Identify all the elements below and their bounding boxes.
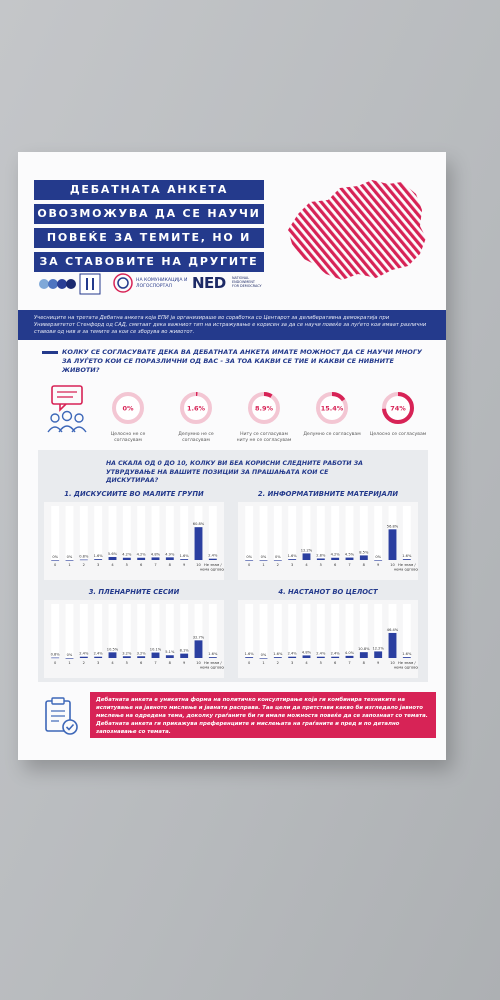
bar bbox=[403, 657, 411, 658]
bar bbox=[51, 658, 59, 659]
category-tick-label: 7 bbox=[154, 661, 157, 665]
bar-value-label: 4.5% bbox=[344, 552, 355, 557]
bar-chart-plot bbox=[238, 600, 418, 678]
bar-value-label: 4.2% bbox=[122, 552, 132, 557]
bar-value-label: 0.8% bbox=[50, 652, 60, 657]
category-tick-label: 8 bbox=[168, 661, 171, 665]
donut-label: Делумно не се согласувам bbox=[178, 432, 214, 443]
bar bbox=[137, 656, 145, 658]
bar-value-label: 2.4% bbox=[287, 651, 297, 656]
category-tick-label: 8 bbox=[168, 563, 171, 567]
bar bbox=[303, 553, 311, 560]
ned-logo bbox=[192, 270, 282, 296]
ned-logo-subtext: NATIONAL ENDOWMENT FOR DEMOCRACY bbox=[232, 276, 262, 288]
bar bbox=[346, 558, 354, 560]
chart-title: 4. НАСТАНОТ ВО ЦЕЛОСТ bbox=[278, 588, 378, 596]
bar bbox=[80, 657, 88, 658]
bar-value-label: 32.7% bbox=[192, 635, 205, 640]
donut-value: 15.4% bbox=[320, 404, 344, 413]
bar-value-label: 0% bbox=[246, 555, 253, 559]
bar bbox=[274, 657, 282, 658]
title-line-3: ПОВЕЌЕ ЗА ТЕМИТЕ, НО И bbox=[34, 228, 264, 248]
category-tick-label: 6 bbox=[140, 563, 143, 567]
category-tick-label: 6 bbox=[334, 661, 337, 665]
donut-value: 0% bbox=[122, 404, 134, 413]
category-tick-label: 0 bbox=[54, 661, 57, 665]
bar bbox=[317, 558, 325, 560]
category-tick-label: Не знам / нема одговор bbox=[393, 563, 418, 572]
bar-background bbox=[51, 506, 59, 560]
category-tick-label: 10 bbox=[390, 563, 395, 567]
category-tick-label: Не знам / нема одговор bbox=[393, 661, 418, 670]
bar-background bbox=[245, 604, 253, 658]
bar-value-label: 10.1% bbox=[149, 647, 162, 652]
bar bbox=[303, 655, 311, 658]
bar bbox=[94, 559, 102, 560]
bar bbox=[360, 652, 368, 658]
bar bbox=[288, 559, 296, 560]
bar bbox=[123, 558, 131, 560]
category-tick-label: 5 bbox=[125, 563, 128, 567]
donut-item bbox=[368, 390, 428, 438]
bar-value-label: 4.2% bbox=[136, 552, 146, 557]
bar-value-label: 4.2% bbox=[330, 552, 340, 557]
bar bbox=[51, 560, 59, 561]
category-tick-label: Не знам / нема одговор bbox=[199, 563, 224, 572]
bar-value-label: 2.4% bbox=[79, 651, 89, 656]
bar-value-label: 0% bbox=[375, 555, 382, 559]
category-tick-label: 7 bbox=[348, 661, 351, 665]
donut-chart bbox=[314, 390, 350, 426]
bar bbox=[94, 657, 102, 658]
bar bbox=[152, 653, 160, 658]
category-tick-label: 2 bbox=[82, 661, 85, 665]
bar-background bbox=[274, 604, 282, 658]
category-tick-label: 2 bbox=[82, 563, 85, 567]
bar-value-label: 3.2% bbox=[136, 651, 146, 656]
donut-item bbox=[302, 390, 362, 438]
chart-title: 3. ПЛЕНАРНИТЕ СЕСИИ bbox=[88, 588, 180, 596]
bar bbox=[195, 640, 203, 658]
bar-value-label: 56.8% bbox=[386, 524, 399, 529]
bar-value-label: 60.8% bbox=[192, 522, 205, 527]
bar bbox=[123, 656, 131, 658]
bar-chart-plot bbox=[238, 502, 418, 580]
bar-background bbox=[403, 506, 411, 560]
category-tick-label: 6 bbox=[334, 563, 337, 567]
bar-chart bbox=[44, 490, 224, 580]
category-tick-label: 8 bbox=[362, 563, 365, 567]
category-tick-label: 1 bbox=[262, 563, 265, 567]
bar bbox=[260, 560, 268, 561]
bar bbox=[209, 657, 217, 658]
bar bbox=[109, 557, 117, 560]
document-check-icon bbox=[40, 697, 82, 737]
title-line-4: ЗА СТАВОВИТЕ НА ДРУГИТЕ bbox=[34, 252, 264, 272]
donut-item bbox=[98, 390, 158, 443]
bar-background bbox=[80, 604, 88, 658]
bar-background bbox=[66, 604, 74, 658]
bar-value-label: 0.8% bbox=[79, 554, 89, 559]
donut-chart bbox=[178, 390, 214, 426]
category-tick-label: 1 bbox=[68, 661, 71, 665]
donut-label: Целосно не се согласувам bbox=[110, 432, 146, 443]
question-bullet bbox=[42, 351, 58, 354]
category-tick-label: 4 bbox=[305, 563, 308, 567]
bar bbox=[360, 555, 368, 560]
bar-background bbox=[274, 506, 282, 560]
bar-value-label: 1.6% bbox=[273, 652, 283, 657]
bar-value-label: 5.6% bbox=[107, 551, 118, 556]
bar-value-label: 0% bbox=[260, 555, 267, 559]
category-tick-label: 3 bbox=[291, 661, 294, 665]
donut-chart bbox=[246, 390, 282, 426]
category-tick-label: 9 bbox=[377, 563, 380, 567]
bar-background bbox=[94, 506, 102, 560]
category-tick-label: 1 bbox=[68, 563, 71, 567]
bar-background bbox=[209, 506, 217, 560]
donut-chart bbox=[110, 390, 146, 426]
donut-item bbox=[234, 390, 294, 443]
bar-value-label: 0% bbox=[274, 555, 281, 559]
donut-label: Ниту се согласувам ниту не се согласувам bbox=[236, 432, 292, 443]
title-line-2: ОВОЗМОЖУВА ДА СЕ НАУЧИ bbox=[34, 204, 264, 224]
bar-value-label: 10.8% bbox=[358, 647, 370, 652]
chart-title: 2. ИНФОРМАТИВНИТЕ МАТЕРИЈАЛИ bbox=[257, 490, 399, 498]
bar-background bbox=[137, 604, 145, 658]
question-2: НА СКАЛА ОД 0 ДО 10, КОЛКУ ВИ БЕА КОРИСНИ СЛЕДНИТЕ РАБОТИ ЗА УТВРДУВАЊЕ НА ВАШИТЕ ПОЗИЦИИ ЗА ПРАШАЊАТА КОИ СЕ ДИСКУТИРАА? bbox=[106, 460, 363, 484]
bar-value-label: 12.2% bbox=[300, 548, 313, 553]
bar-value-label: 0% bbox=[66, 555, 73, 559]
bar bbox=[331, 657, 339, 658]
footer-description: Дебатната анкета е уникатна форма на политичко консултирање која ги комбинира техниките на испитување на јавното мислење и јавната расправа. Таа цели да претстави какво би изгледало јавното мислење на одредена тема, доколку граѓаните би ги имале можноста повеќе да се запознаат со темата. Дебатната анкета ги прикажува преференциите и мислењата на граѓаните и пред и по детално запознавање со темата. bbox=[90, 692, 436, 738]
donut-item bbox=[166, 390, 226, 443]
bar-background bbox=[66, 506, 74, 560]
bar-background bbox=[209, 604, 217, 658]
bar-value-label: 8.1% bbox=[179, 648, 189, 653]
category-tick-label: Не знам / нема одговор bbox=[199, 661, 224, 670]
bar-background bbox=[317, 604, 325, 658]
bar-background bbox=[288, 506, 296, 560]
donut-value: 74% bbox=[390, 404, 406, 413]
bar bbox=[166, 557, 174, 560]
category-tick-label: 10 bbox=[196, 563, 201, 567]
communication-institute-logo bbox=[112, 270, 202, 296]
category-tick-label: 5 bbox=[125, 661, 128, 665]
epi-logo bbox=[36, 270, 106, 296]
category-tick-label: 8 bbox=[362, 661, 365, 665]
bar bbox=[374, 651, 382, 658]
category-tick-label: 0 bbox=[54, 563, 57, 567]
bar-chart-plot bbox=[44, 502, 224, 580]
bar-value-label: 1.6% bbox=[179, 554, 189, 559]
bar-value-label: 4.0% bbox=[344, 650, 355, 655]
bar-value-label: 1.6% bbox=[287, 554, 297, 559]
bar-value-label: 2.4% bbox=[93, 651, 103, 656]
bar bbox=[166, 655, 174, 658]
bar bbox=[66, 658, 74, 659]
bar bbox=[195, 527, 203, 560]
category-tick-label: 1 bbox=[262, 661, 265, 665]
category-tick-label: 3 bbox=[97, 661, 100, 665]
category-tick-label: 7 bbox=[348, 563, 351, 567]
donut-value: 8.9% bbox=[254, 404, 274, 413]
bar bbox=[274, 560, 282, 561]
category-tick-label: 9 bbox=[183, 661, 186, 665]
donut-chart bbox=[380, 390, 416, 426]
bar bbox=[137, 558, 145, 560]
bar-value-label: 12.2% bbox=[372, 646, 384, 651]
bar-background bbox=[94, 604, 102, 658]
bar-value-label: 1.6% bbox=[244, 652, 254, 657]
donut-value: 1.6% bbox=[186, 404, 206, 413]
bar-value-label: 5.1% bbox=[165, 650, 175, 655]
bar-value-label: 2.4% bbox=[330, 651, 340, 656]
bar-value-label: 0% bbox=[260, 653, 267, 657]
bar bbox=[66, 560, 74, 561]
bar bbox=[152, 557, 160, 560]
intro-text: Учесниците на третата Дебатна анкета која ЕПИ ја организираше во соработка со Центарот за делиберативна демократија при Универзитетот Стенфорд од САД, сметаат дека важниот тип на истражување е корисен за да се научи повеќе за луѓето кои имаат различни ставови од нив и за темите за кои се зборува во животот. bbox=[18, 310, 446, 340]
bar bbox=[180, 654, 188, 658]
bar bbox=[80, 560, 88, 561]
bar bbox=[374, 560, 382, 561]
category-tick-label: 6 bbox=[140, 661, 143, 665]
category-tick-label: 4 bbox=[111, 661, 114, 665]
question-1: КОЛКУ СЕ СОГЛАСУВАТЕ ДЕКА ВА ДЕБАТНАТА АНКЕТА ИМАТЕ МОЖНОСТ ДА СЕ НАУЧИ МНОГУ ЗА ЛУЃЕТО КОИ СЕ ПОРАЗЛИЧНИ ОД ВАС - ЗА ТОА КАКВИ СЕ ТИЕ И КАКВИ СЕ НИВНИТЕ ЖИВОТИ? bbox=[62, 348, 422, 374]
bar-value-label: 1.6% bbox=[402, 554, 412, 559]
bar bbox=[331, 558, 339, 560]
category-tick-label: 10 bbox=[390, 661, 395, 665]
bar bbox=[389, 529, 397, 560]
category-tick-label: 10 bbox=[196, 661, 201, 665]
bar-value-label: 2.4% bbox=[316, 651, 326, 656]
bar-value-label: 1.6% bbox=[402, 652, 412, 657]
category-tick-label: 0 bbox=[248, 661, 251, 665]
bar-background bbox=[403, 604, 411, 658]
donut-label: Целосно се согласувам bbox=[369, 432, 427, 437]
bar bbox=[180, 559, 188, 560]
bar bbox=[317, 657, 325, 658]
bar bbox=[245, 657, 253, 658]
bar-background bbox=[51, 604, 59, 658]
category-tick-label: 4 bbox=[111, 563, 114, 567]
bar-value-label: 10.5% bbox=[106, 647, 119, 652]
bar-background bbox=[288, 604, 296, 658]
bar bbox=[245, 560, 253, 561]
bar-value-label: 1.6% bbox=[93, 554, 103, 559]
bar-chart bbox=[44, 588, 224, 678]
category-tick-label: 2 bbox=[276, 661, 279, 665]
category-tick-label: 9 bbox=[377, 661, 380, 665]
bar-value-label: 46.4% bbox=[386, 627, 399, 632]
bar-value-label: 4.9% bbox=[165, 552, 175, 557]
title-line-1: ДЕБАТНАТА АНКЕТА bbox=[34, 180, 264, 200]
donut-label: Делумно се согласувам bbox=[303, 432, 361, 437]
bar-chart-plot bbox=[44, 600, 224, 678]
category-tick-label: 9 bbox=[183, 563, 186, 567]
discussion-people-icon bbox=[46, 384, 88, 436]
chart-title: 1. ДИСКУСИИТЕ ВО МАЛИТЕ ГРУПИ bbox=[64, 490, 204, 498]
bar-value-label: 3.2% bbox=[122, 651, 132, 656]
infographic-sheet bbox=[18, 152, 446, 760]
bar-background bbox=[331, 604, 339, 658]
bar-value-label: 4.8% bbox=[150, 552, 161, 557]
category-tick-label: 3 bbox=[291, 563, 294, 567]
bar bbox=[288, 657, 296, 658]
bar-background bbox=[260, 506, 268, 560]
bar-chart bbox=[238, 588, 418, 678]
category-tick-label: 5 bbox=[319, 661, 322, 665]
category-tick-label: 7 bbox=[154, 563, 157, 567]
category-tick-label: 2 bbox=[276, 563, 279, 567]
bar bbox=[403, 559, 411, 560]
bar bbox=[260, 658, 268, 659]
bar-value-label: 2.8% bbox=[316, 553, 326, 558]
bar bbox=[389, 633, 397, 658]
bar-background bbox=[260, 604, 268, 658]
bar-background bbox=[317, 506, 325, 560]
partner-logos bbox=[34, 270, 434, 298]
bar-value-label: 0% bbox=[66, 653, 73, 657]
bar-value-label: 0% bbox=[52, 555, 59, 559]
bar-value-label: 2.4% bbox=[208, 553, 218, 558]
bar bbox=[109, 652, 117, 658]
bar bbox=[209, 559, 217, 560]
category-tick-label: 5 bbox=[319, 563, 322, 567]
bar-chart bbox=[238, 490, 418, 580]
bar-value-label: 1.6% bbox=[208, 652, 218, 657]
bar-background bbox=[80, 506, 88, 560]
ned-logo-text: NED bbox=[192, 274, 226, 292]
category-tick-label: 3 bbox=[97, 563, 100, 567]
bar-background bbox=[180, 506, 188, 560]
bar-background bbox=[245, 506, 253, 560]
bar-value-label: 4.8% bbox=[301, 650, 312, 655]
logo2-text: НА КОМУНИКАЦИЈА И ЛОГОСПОРТАЛ bbox=[136, 278, 188, 289]
category-tick-label: 4 bbox=[305, 661, 308, 665]
bar bbox=[346, 656, 354, 658]
bar-background bbox=[374, 506, 382, 560]
category-tick-label: 0 bbox=[248, 563, 251, 567]
bar-value-label: 8.5% bbox=[359, 550, 369, 555]
bar-background bbox=[123, 604, 131, 658]
